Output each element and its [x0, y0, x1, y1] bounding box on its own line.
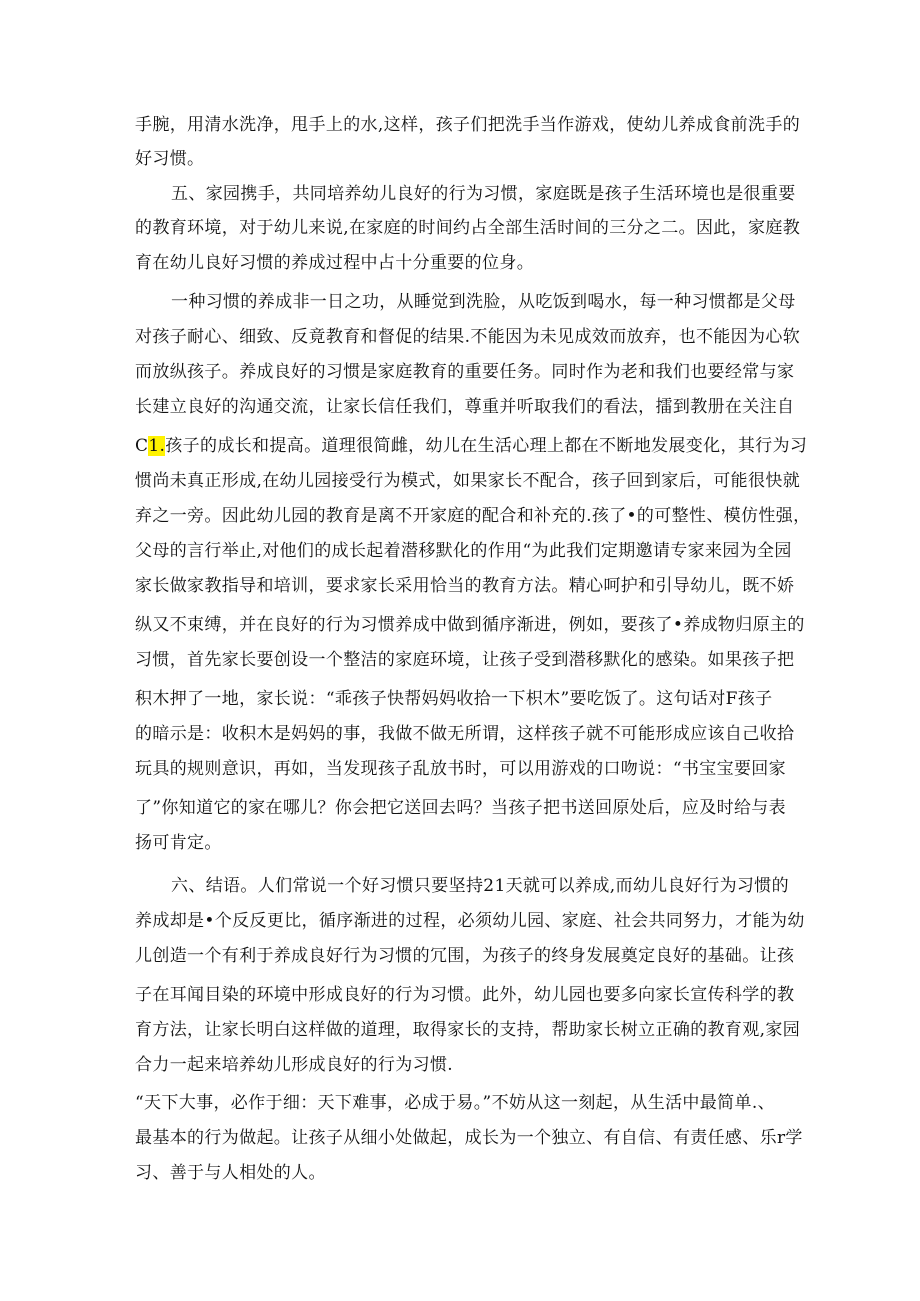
- text-line: 儿创造一个有利于养成良好行为习惯的冗围，为孩子的终身发展奠定良好的基础。让孩: [135, 946, 795, 966]
- text-line: 对孩子耐心、细致、反竟教育和督促的结果.不能因为未见成效而放弃，也不能因为心软: [135, 327, 801, 347]
- paragraph-start-line: 五、家园携手，共同培养幼儿良好的行为习惯，家庭既是孩子生活环境也是很重要: [171, 184, 796, 204]
- text-line: 而放纵孩子。养成良好的习惯是家庭教育的重要任务。同时作为老和我们也要经常与家: [135, 362, 795, 382]
- text-line: 合力一起来培养幼儿形成良好的行为习惯.: [135, 1055, 454, 1075]
- text-line: 习、善于与人相处的人。: [135, 1163, 326, 1183]
- c-prefix: C: [135, 436, 149, 456]
- text-line: 扬可肯定。: [135, 833, 222, 853]
- text-line: 育在幼儿良好习惯的养成过程中占十分重要的位身。: [135, 253, 535, 273]
- text-line: 惯尚未真正形成,在幼儿园接受行为模式，如果家长不配合，孩子回到家后，可能很快就: [135, 471, 801, 491]
- text-line: 的暗示是：收积木是妈妈的事，我做不做无所谓，这样孩子就不可能形成应该自己收拾: [135, 724, 795, 744]
- text-line: 积木押了一地，家长说：“乖孩子快帮妈妈收拾一下枳木”要吃饭了。这句话对F孩子: [135, 689, 773, 709]
- text-line: 子在耳闻目染的环境中形成良好的行为习惯。此外，幼儿园也要多向家长宣传科学的教: [135, 985, 795, 1005]
- paragraph-start-line: 一种习惯的养成非一日之功，从睡觉到洗脸，从吃饭到喝水，每一种习惯都是父母: [171, 292, 796, 312]
- line-continuation: 孩子的成长和提高。道理很简雌，幼儿在生活心理上都在不断地发展变化，其行为习: [165, 436, 808, 456]
- text-line: 育方法，让家长明白这样做的道理，取得家长的支持，帮助家长树立正确的教育观,家园: [135, 1020, 801, 1040]
- quote-line: “天下大事，必作于细：天下难事，必成于易。”不妨从这一刻起，从生活中最简单.、: [135, 1093, 775, 1113]
- text-line: 习惯，首先家长要创设一个整洁的家庭环境，让孩子受到潜移默化的感染。如果孩子把: [135, 650, 795, 670]
- text-line: 长建立良好的沟通交流，让家长信任我们，尊重并听取我们的看法，擂到教册在关注自: [135, 397, 795, 417]
- text-line: 纵又不束缚，并在良好的行为习惯养成中做到循序渐进，例如，要孩了•养成物归原主的: [135, 615, 805, 635]
- text-line: 弃之一旁。因此幼儿园的教育是离不开家庭的配合和补充的.孩了•的可整性、模仿性强，: [135, 506, 811, 526]
- text-line-with-highlight: [135, 435, 808, 457]
- highlight-mark: 1.: [148, 436, 166, 456]
- text-line: 玩具的规则意识，再如，当发现孩子乱放书时，可以用游戏的口吻说：“书宝宝要回家: [135, 759, 786, 779]
- paragraph-start-line: 六、结语。人们常说一个好习惯只要坚持21天就可以养成,而幼儿良好行为习惯的: [171, 876, 789, 896]
- text-line: 家长做家教指导和培训，要求家长采用恰当的教育方法。精心呵护和引导幼儿，既不娇: [135, 576, 795, 596]
- text-line: 好习惯。: [135, 149, 205, 169]
- text-line: 最基本的行为做起。让孩子从细小处做起，成长为一个独立、有自信、有责任感、乐r学: [135, 1128, 803, 1148]
- text-line: 养成却是•个反反更比，循序渐进的过程，必须幼儿园、家庭、社会共同努力，才能为幼: [135, 911, 805, 931]
- text-line: 父母的言行举止,对他们的成长起着潜移默化的作用“为此我们定期邀请专家来园为全园: [135, 541, 792, 561]
- text-line: 了”你知道它的家在哪儿？你会把它送回去吗？当孩子把书送回原处后，应及时给与表: [135, 798, 786, 818]
- text-line: 手腕，用清水洗净，甩手上的水,这样，孩子们把洗手当作游戏，使幼儿养成食前洗手的: [135, 115, 801, 135]
- text-line: 的教育环境，对于幼儿来说,在家庭的时间约占全部生活时间的三分之二。因此，家庭教: [135, 218, 801, 238]
